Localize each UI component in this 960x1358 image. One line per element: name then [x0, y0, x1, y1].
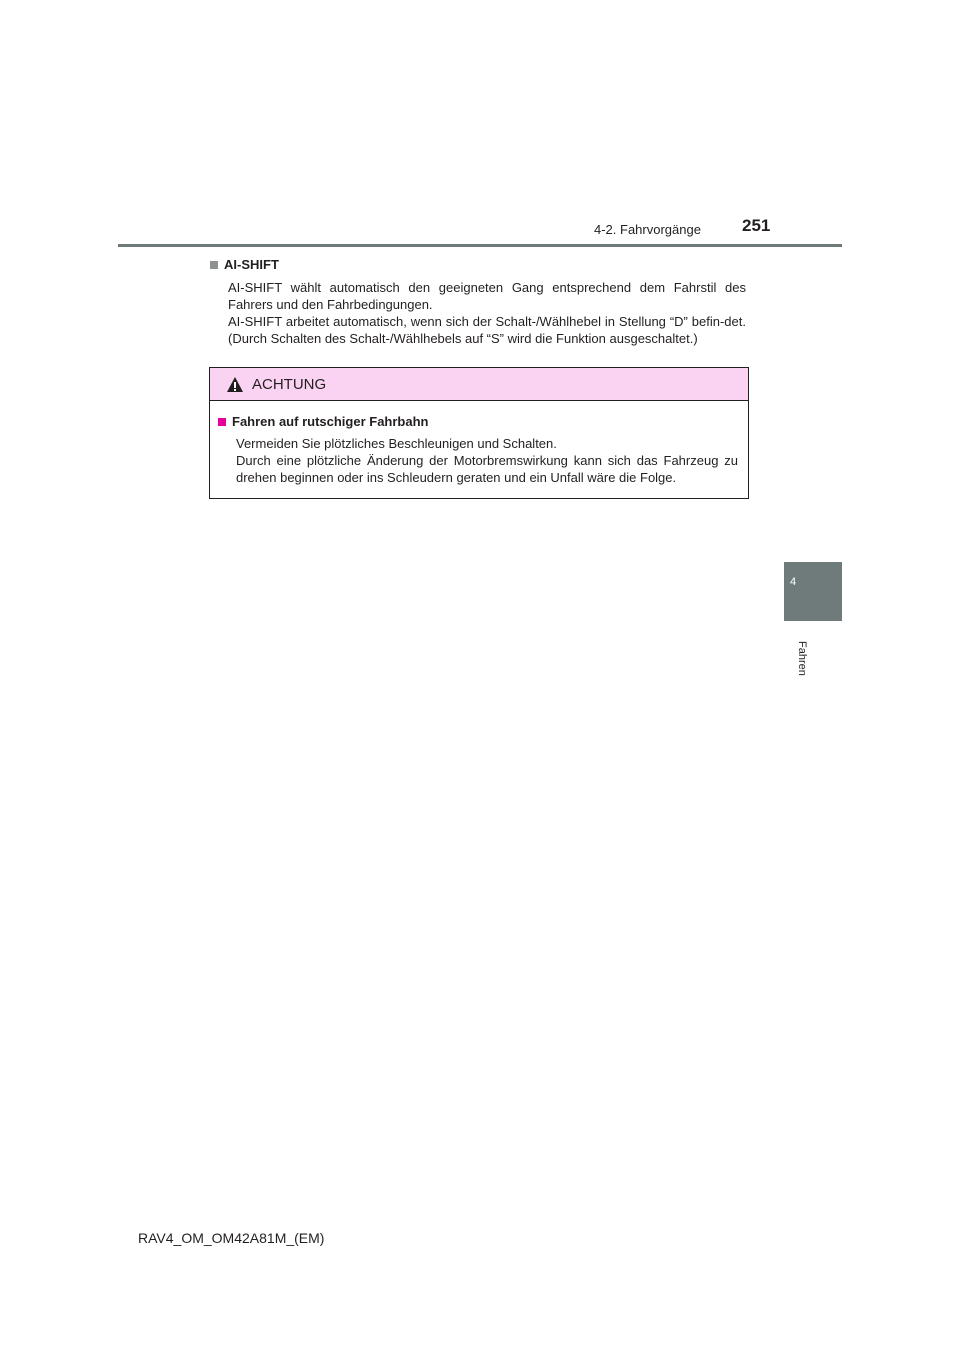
square-bullet-icon: [210, 261, 218, 269]
warning-heading-text: Fahren auf rutschiger Fahrbahn: [232, 414, 429, 429]
warning-line-1: Vermeiden Sie plötzliches Beschleunigen und Schalten.: [236, 436, 557, 451]
section-heading: [210, 256, 746, 273]
ai-shift-section: [210, 256, 746, 347]
section-paragraph-1: AI-SHIFT wählt automatisch den geeigneten Gang entsprechend dem Fahrstil des Fahrers und den Fahrbedingungen.: [228, 280, 746, 312]
section-paragraph-2: AI-SHIFT arbeitet automatisch, wenn sich der Schalt-/Wählhebel in Stellung “D” befin-det. (Durch Schalten des Schalt-/Wählhebels auf “S” wird die Funktion ausgeschaltet.): [228, 314, 746, 346]
document-code: RAV4_OM_OM42A81M_(EM): [138, 1230, 325, 1246]
warning-triangle-icon: [226, 376, 244, 393]
warning-line-2: Durch eine plötzliche Änderung der Motorbremswirkung kann sich das Fahrzeug zu drehen beginnen oder ins Schleudern geraten und ein Unfall wäre die Folge.: [236, 453, 738, 485]
header-section-title: 4-2. Fahrvorgänge: [594, 222, 701, 237]
chapter-tab: [784, 562, 842, 621]
warning-heading: [218, 413, 738, 430]
warning-title: ACHTUNG: [252, 375, 327, 393]
warning-body: [210, 401, 748, 486]
chapter-tab-label: Fahren: [796, 641, 808, 676]
page-number: 251: [742, 216, 771, 235]
warning-header: [210, 368, 748, 401]
warning-box: [209, 367, 749, 499]
section-heading-text: AI-SHIFT: [224, 257, 279, 272]
chapter-tab-number: 4: [789, 576, 797, 588]
header-rule: [118, 244, 842, 247]
square-bullet-icon: [218, 418, 226, 426]
